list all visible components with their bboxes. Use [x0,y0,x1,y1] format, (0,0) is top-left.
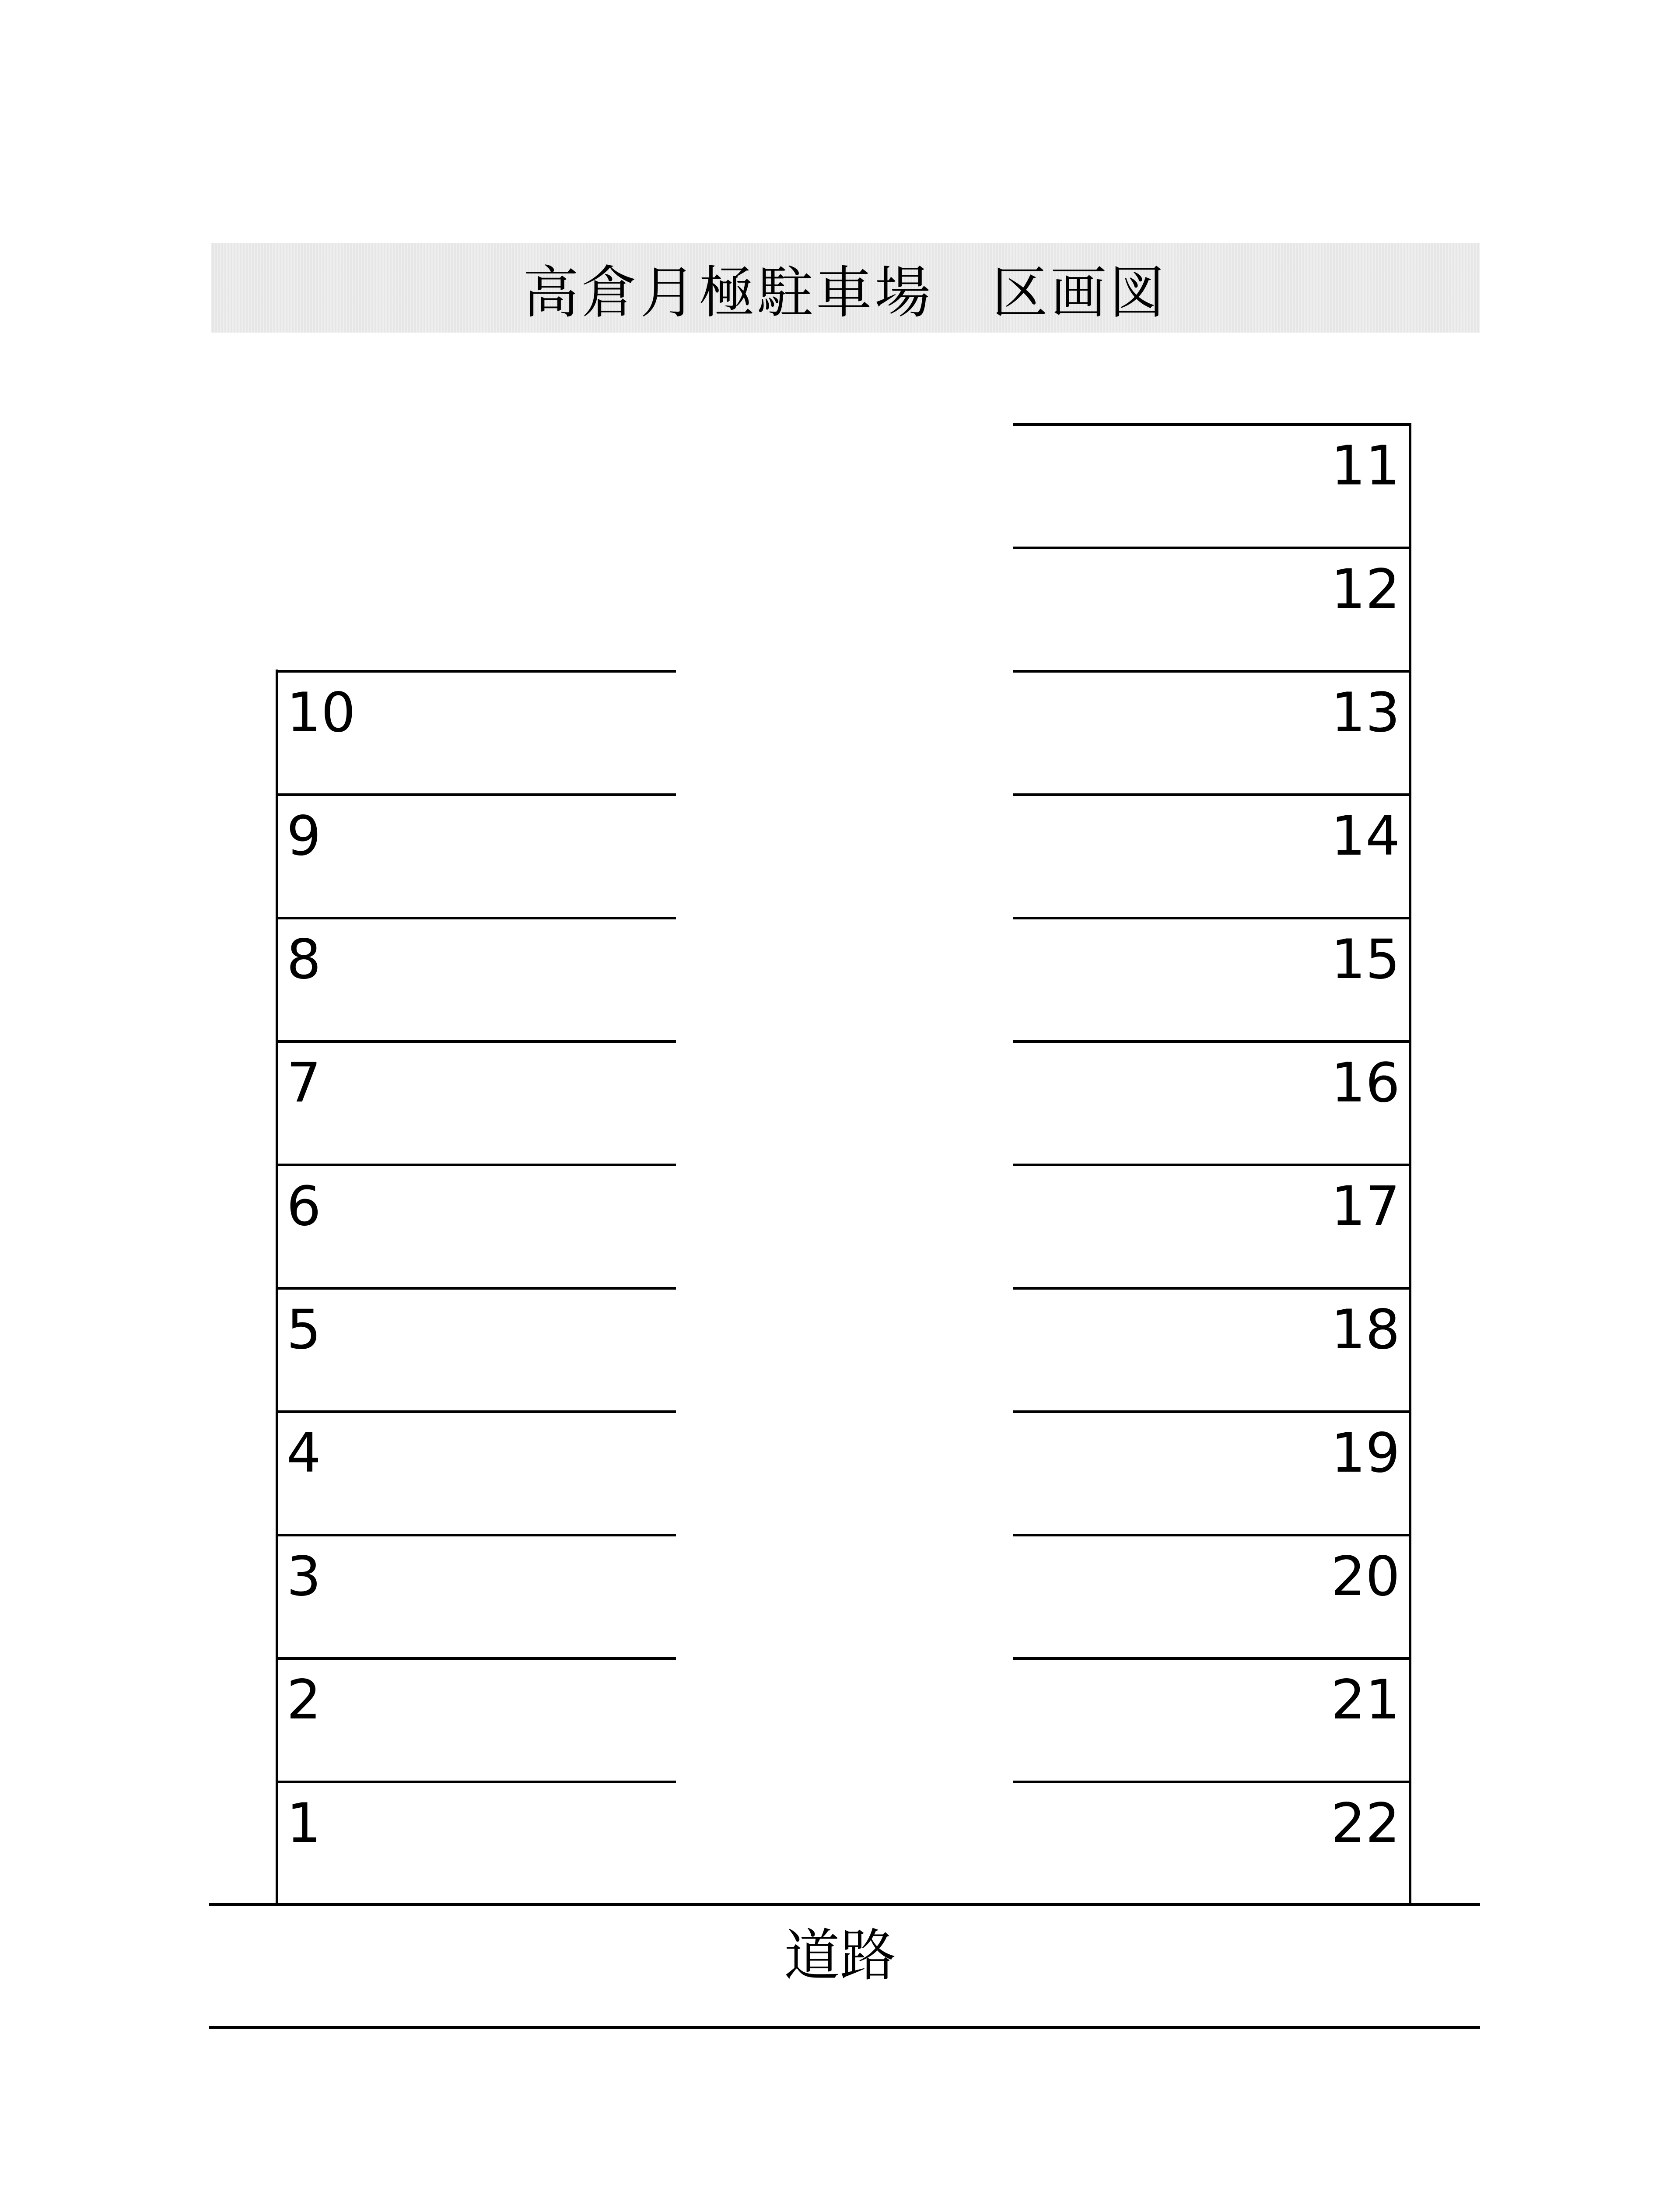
space-number: 6 [287,1175,321,1238]
space-number: 21 [1331,1669,1400,1732]
right-stall-divider [1013,670,1411,673]
space-number: 10 [287,681,356,744]
left-stall-divider [276,1287,676,1290]
left-stall-divider [276,1040,676,1043]
right-stall-divider [1013,1534,1411,1536]
space-number: 1 [287,1792,321,1855]
right-stall-divider [1013,793,1411,796]
road-label: 道路 [784,1923,896,1988]
left-stall-divider [276,1657,676,1660]
space-number: 9 [287,805,321,868]
space-number: 17 [1331,1175,1400,1238]
space-number: 22 [1331,1792,1400,1855]
left-stall-divider [276,1410,676,1413]
space-number: 13 [1331,681,1400,744]
space-number: 15 [1331,928,1400,991]
right-stall-divider [1013,547,1411,549]
right-stall-divider [1013,1781,1411,1783]
space-number: 5 [287,1298,321,1361]
space-number: 8 [287,928,321,991]
title-bar [211,243,1480,333]
left-stall-divider [276,1164,676,1166]
right-stall-divider [1013,917,1411,919]
space-number: 18 [1331,1298,1400,1361]
space-number: 7 [287,1052,321,1115]
left-stall-divider [276,917,676,919]
right-stall-divider [1013,1410,1411,1413]
left-stall-divider [276,1534,676,1536]
space-number: 11 [1331,435,1400,498]
space-number: 3 [287,1545,321,1608]
left-stall-divider [276,793,676,796]
space-number: 4 [287,1422,321,1485]
page-title: 高倉月極駐車場 区画図 [522,260,1168,326]
right-stall-divider [1013,1287,1411,1290]
right-stall-divider [1013,423,1411,426]
road-top-line [209,1903,1480,1906]
right-stall-divider [1013,1164,1411,1166]
right-stall-divider [1013,1040,1411,1043]
space-number: 2 [287,1669,321,1732]
right-stall-divider [1013,1657,1411,1660]
space-number: 19 [1331,1422,1400,1485]
left-stall-divider [276,1781,676,1783]
road-bottom-line [209,2026,1480,2029]
space-number: 16 [1331,1052,1400,1115]
space-number: 14 [1331,805,1400,868]
space-number: 20 [1331,1545,1400,1608]
left-stall-divider [276,670,676,673]
space-number: 12 [1331,558,1400,621]
